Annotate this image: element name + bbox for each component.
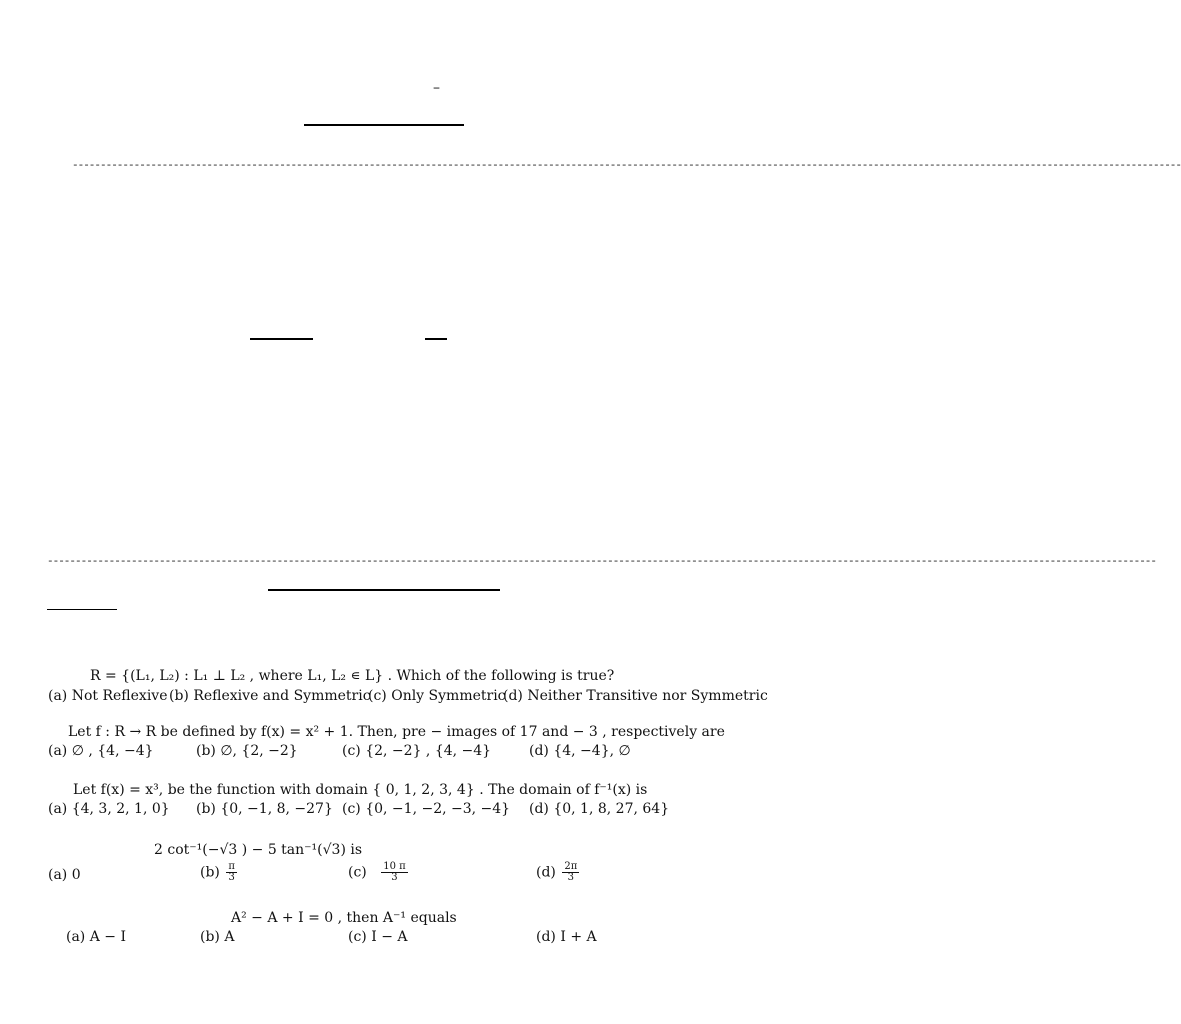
q3-option-d: (d) {0, 1, 8, 27, 64} <box>529 801 670 817</box>
q4-option-a <box>48 866 81 884</box>
q4-option-a-value: 0 <box>71 867 81 883</box>
q1-option-a: (a) Not Reflexive <box>48 688 168 704</box>
fraction-denominator: 3 <box>228 872 235 883</box>
blank-underline-left <box>250 338 313 340</box>
q4-option-d-label: (d) <box>536 864 556 881</box>
q4-option-b <box>200 862 237 883</box>
section-heading-underline <box>268 589 500 591</box>
fraction-numerator: π <box>228 861 235 872</box>
title-underline <box>304 124 464 126</box>
question-1-stem: R = {(L₁, L₂) : L₁ ⊥ L₂ , where L₁, L₂ ∊ L} . Which of the following is true? <box>90 668 615 684</box>
q4-option-d <box>536 862 579 883</box>
question-2-stem: Let f : R → R be defined by f(x) = x² + 1. Then, pre − images of 17 and − 3 , respectively are <box>68 724 725 740</box>
q3-option-c: (c) {0, −1, −2, −3, −4} <box>342 801 511 817</box>
subheading-underline <box>47 609 117 610</box>
q5-option-b: (b) A <box>200 929 235 945</box>
q5-option-a: (a) A − I <box>66 929 126 945</box>
q3-option-b: (b) {0, −1, 8, −27} <box>196 801 333 817</box>
fraction-numerator: 10 π <box>383 861 406 872</box>
q1-option-d: (d) Neither Transitive nor Symmetric <box>503 688 768 704</box>
q2-option-b: (b) ∅, {2, −2} <box>196 743 298 759</box>
header-mark: – <box>433 80 440 96</box>
q4-option-d-fraction <box>562 862 579 883</box>
q2-option-a: (a) ∅ , {4, −4} <box>48 743 154 759</box>
dashed-separator-bottom: ------------------------------------------------------------------------------------------------------------------------------------------------------------------------------------------------------ <box>47 556 1157 568</box>
fraction-denominator: 3 <box>391 872 398 883</box>
question-4-stem: 2 cot⁻¹(−√3 ) − 5 tan⁻¹(√3) is <box>154 842 363 858</box>
q1-option-b: (b) Reflexive and Symmetric <box>169 688 371 704</box>
question-3-stem: Let f(x) = x³, be the function with domain { 0, 1, 2, 3, 4} . The domain of f⁻¹(x) is <box>73 782 648 798</box>
q3-option-a: (a) {4, 3, 2, 1, 0} <box>48 801 170 817</box>
q4-option-b-label: (b) <box>200 864 220 881</box>
q2-option-c: (c) {2, −2} , {4, −4} <box>342 743 492 759</box>
q2-option-d: (d) {4, −4}, ∅ <box>529 743 631 759</box>
q4-option-c-label: (c) <box>348 864 367 881</box>
q5-option-d: (d) I + A <box>536 929 597 945</box>
q1-option-c: (c) Only Symmetric <box>368 688 506 704</box>
question-5-stem: A² − A + I = 0 , then A⁻¹ equals <box>231 910 457 926</box>
fraction-numerator: 2π <box>564 861 578 872</box>
fraction-denominator: 3 <box>567 872 574 883</box>
q4-option-b-fraction <box>226 862 237 883</box>
q4-option-c-fraction <box>381 862 407 883</box>
q4-option-a-label: (a) <box>48 867 68 883</box>
q4-option-c <box>348 862 408 883</box>
blank-underline-right <box>425 338 447 340</box>
dashed-separator-top: ------------------------------------------------------------------------------------------------------------------------------------------------------------------------------------------------------ <box>72 160 1181 172</box>
q5-option-c: (c) I − A <box>348 929 408 945</box>
